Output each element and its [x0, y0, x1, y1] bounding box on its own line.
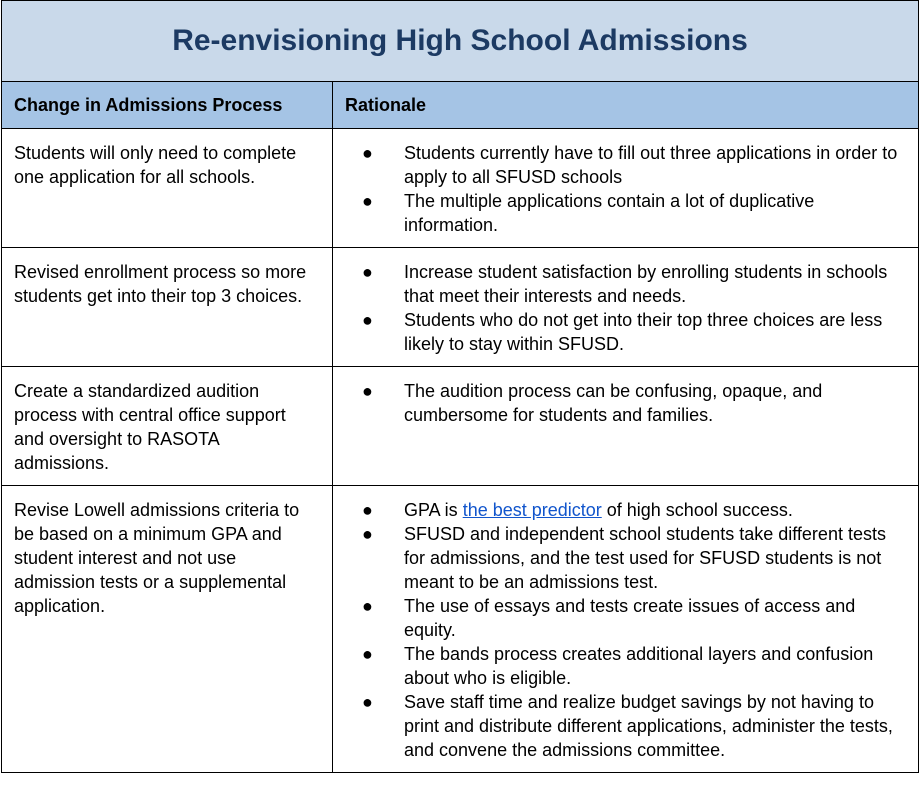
- best-predictor-link[interactable]: the best predictor: [462, 500, 602, 520]
- rationale-cell: [333, 129, 919, 248]
- rationale-text: Save staff time and realize budget savings by not having to print and distribute different applications, administer the tests, and convene the admissions committee.: [404, 692, 893, 760]
- rationale-text: Students who do not get into their top three choices are less likely to stay within SFUSD.: [404, 310, 883, 354]
- change-cell: Revised enrollment process so more students get into their top 3 choices.: [2, 248, 333, 367]
- bullet-icon: ●: [362, 644, 373, 664]
- rationale-text: Students currently have to fill out three applications in order to apply to all SFUSD schools: [404, 143, 898, 187]
- title-row: [2, 1, 919, 82]
- admissions-document: [1, 0, 919, 773]
- rationale-text: GPA is: [404, 500, 463, 520]
- bullet-icon: ●: [362, 524, 373, 544]
- change-cell: Students will only need to complete one application for all schools.: [2, 129, 333, 248]
- rationale-item: [333, 642, 908, 690]
- bullet-icon: ●: [362, 381, 373, 401]
- rationale-cell: [333, 248, 919, 367]
- column-header-change: Change in Admissions Process: [2, 82, 333, 129]
- rationale-item: [333, 498, 908, 522]
- title-cell: [2, 1, 919, 82]
- bullet-icon: ●: [362, 191, 373, 211]
- column-header-rationale: Rationale: [333, 82, 919, 129]
- change-cell: Revise Lowell admissions criteria to be based on a minimum GPA and student interest and not use admission tests or a supplemental application.: [2, 486, 333, 773]
- rationale-item: [333, 379, 908, 427]
- page-title: Re-envisioning High School Admissions: [172, 24, 748, 57]
- bullet-icon: ●: [362, 596, 373, 616]
- rationale-cell: [333, 486, 919, 773]
- header-row: [2, 82, 919, 129]
- rationale-list: [333, 379, 908, 427]
- table-row: [2, 129, 919, 248]
- rationale-text: The audition process can be confusing, opaque, and cumbersome for students and families.: [404, 381, 823, 425]
- bullet-icon: ●: [362, 143, 373, 163]
- rationale-text: of high school success.: [601, 500, 793, 520]
- rationale-item: [333, 690, 908, 762]
- rationale-list: [333, 498, 908, 762]
- bullet-icon: ●: [362, 310, 373, 330]
- rationale-list: [333, 141, 908, 237]
- rationale-text: Increase student satisfaction by enrolling students in schools that meet their interests and needs.: [404, 262, 888, 306]
- bullet-icon: ●: [362, 500, 373, 520]
- change-cell: Create a standardized audition process with central office support and oversight to RASOTA admissions.: [2, 367, 333, 486]
- table-row: [2, 367, 919, 486]
- rationale-list: [333, 260, 908, 356]
- rationale-cell: [333, 367, 919, 486]
- rationale-item: [333, 189, 908, 237]
- rationale-item: [333, 594, 908, 642]
- rationale-text: The use of essays and tests create issues of access and equity.: [404, 596, 856, 640]
- rationale-item: [333, 260, 908, 308]
- admissions-table: [1, 0, 919, 773]
- bullet-icon: ●: [362, 692, 373, 712]
- rationale-text: The bands process creates additional layers and confusion about who is eligible.: [404, 644, 874, 688]
- rationale-text: SFUSD and independent school students take different tests for admissions, and the test used for SFUSD students is not meant to be an admissions test.: [404, 524, 886, 592]
- rationale-item: [333, 308, 908, 356]
- table-row: [2, 486, 919, 773]
- table-row: [2, 248, 919, 367]
- bullet-icon: ●: [362, 262, 373, 282]
- rationale-item: [333, 522, 908, 594]
- rationale-text: The multiple applications contain a lot of duplicative information.: [404, 191, 815, 235]
- rationale-item: [333, 141, 908, 189]
